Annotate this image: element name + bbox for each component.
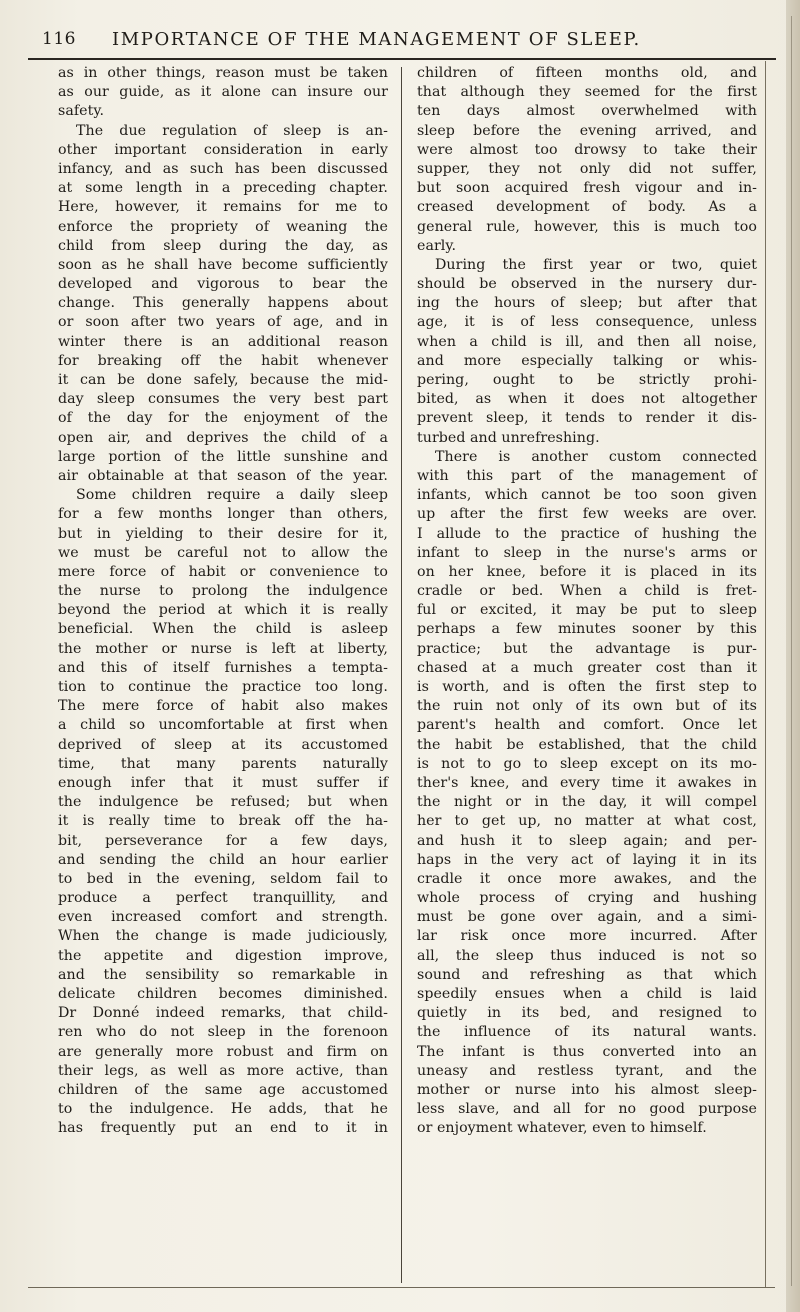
- page-edge-line: [791, 16, 792, 1286]
- text-line: should be observed in the nursery dur-: [417, 276, 757, 293]
- text-line: parent's health and comfort. Once let: [417, 717, 757, 734]
- text-line: when a child is ill, and then all noise,: [417, 333, 757, 350]
- text-line: for a few months longer than others,: [58, 506, 388, 523]
- text-line: were almost too drowsy to take their: [417, 141, 757, 158]
- text-line: enforce the propriety of weaning the: [58, 218, 388, 235]
- text-line: Dr Donné indeed remarks, that child-: [58, 1005, 388, 1022]
- text-line: bit, perseverance for a few days,: [58, 832, 388, 849]
- text-line: their legs, as well as more active, than: [58, 1062, 388, 1079]
- text-line: haps in the very act of laying it in its: [417, 851, 757, 868]
- text-line: at some length in a preceding chapter.: [58, 180, 388, 197]
- text-line: we must be careful not to allow the: [58, 544, 388, 561]
- text-line: quietly in its bed, and resigned to: [417, 1005, 757, 1022]
- text-line: general rule, however, this is much too: [417, 218, 757, 235]
- text-line: and this of itself furnishes a tempta-: [58, 659, 388, 676]
- text-line: are generally more robust and firm on: [58, 1043, 388, 1060]
- text-line: time, that many parents naturally: [58, 755, 388, 772]
- text-line: on her knee, before it is placed in its: [417, 563, 757, 580]
- text-line: Here, however, it remains for me to: [58, 199, 388, 216]
- text-line: is worth, and is often the first step to: [417, 679, 757, 695]
- text-line: delicate children becomes diminished.: [58, 986, 388, 1002]
- text-line: developed and vigorous to bear the: [58, 276, 388, 293]
- text-line: of the day for the enjoyment of the: [58, 410, 388, 427]
- text-line: practice; but the advantage is pur-: [417, 640, 757, 657]
- text-line: early.: [417, 237, 457, 254]
- text-line: pering, ought to be strictly prohi-: [417, 372, 757, 388]
- text-line: all, the sleep thus induced is not so: [417, 947, 757, 964]
- text-line: other important consideration in early: [58, 141, 388, 158]
- text-line: children of the same age accustomed: [58, 1081, 388, 1098]
- text-line: The infant is thus converted into an: [417, 1043, 757, 1060]
- text-line: beneficial. When the child is asleep: [58, 621, 388, 638]
- text-line: cradle or bed. When a child is fret-: [417, 583, 757, 600]
- text-line: bited, as when it does not altogether: [417, 391, 757, 408]
- text-line: soon as he shall have become sufficiently: [58, 256, 388, 273]
- text-line: and sending the child an hour earlier: [58, 851, 388, 868]
- text-line: creased development of body. As a: [417, 199, 757, 216]
- text-line: enough infer that it must suffer if: [58, 774, 388, 791]
- text-line: children of fifteen months old, and: [417, 65, 757, 81]
- text-line: to the indulgence. He adds, that he: [58, 1101, 388, 1118]
- text-line: supper, they not only did not suffer,: [417, 160, 757, 177]
- text-line: even increased comfort and strength.: [58, 909, 388, 926]
- text-line: the ruin not only of its own but of its: [417, 698, 757, 715]
- text-line: ren who do not sleep in the forenoon: [58, 1024, 388, 1041]
- text-line: as in other things, reason must be taken: [58, 65, 388, 81]
- text-line: During the first year or two, quiet: [435, 256, 757, 273]
- text-line: There is another custom connected: [435, 448, 757, 465]
- text-line: her to get up, no matter at what cost,: [417, 813, 757, 830]
- text-line: infants, which cannot be too soon given: [417, 487, 757, 504]
- text-line: must be gone over again, and a simi-: [417, 909, 757, 926]
- text-line: a child so uncomfortable at first when: [58, 717, 388, 734]
- text-line: the mother or nurse is left at liberty,: [58, 640, 388, 657]
- text-line: to bed in the evening, seldom fail to: [58, 870, 388, 887]
- text-line: or enjoyment whatever, even to himself.: [417, 1120, 707, 1137]
- text-line: air obtainable at that season of the year.: [58, 467, 388, 484]
- column-divider: [401, 67, 402, 1283]
- text-line: has frequently put an end to it in: [58, 1120, 388, 1137]
- text-line: large portion of the little sunshine and: [58, 448, 388, 465]
- left-text-column: [58, 64, 388, 1139]
- right-text-column: [417, 64, 757, 1139]
- text-line: but in yielding to their desire for it,: [58, 525, 388, 542]
- page-number: 116: [42, 29, 76, 49]
- text-line: ing the hours of sleep; but after that: [417, 295, 757, 312]
- running-head: IMPORTANCE OF THE MANAGEMENT OF SLEEP.: [112, 29, 641, 50]
- text-line: it can be done safely, because the mid-: [58, 372, 388, 388]
- text-line: and the sensibility so remarkable in: [58, 966, 388, 983]
- text-line: ful or excited, it may be put to sleep: [417, 602, 757, 619]
- text-line: tion to continue the practice too long.: [58, 679, 388, 695]
- text-line: deprived of sleep at its accustomed: [58, 736, 388, 753]
- text-line: I allude to the practice of hushing the: [417, 525, 757, 542]
- text-line: turbed and unrefreshing.: [417, 429, 600, 446]
- outer-right-rule: [765, 61, 766, 1287]
- text-line: the influence of its natural wants.: [417, 1024, 757, 1041]
- text-line: chased at a much greater cost than it: [417, 659, 757, 676]
- text-line: mother or nurse into his almost sleep-: [417, 1081, 757, 1098]
- text-line: ten days almost overwhelmed with: [417, 103, 757, 120]
- text-line: less slave, and all for no good purpose: [417, 1101, 757, 1118]
- text-line: but soon acquired fresh vigour and in-: [417, 180, 757, 197]
- text-line: infancy, and as such has been discussed: [58, 160, 388, 177]
- text-line: the indulgence be refused; but when: [58, 794, 388, 811]
- text-line: infant to sleep in the nurse's arms or: [417, 544, 757, 561]
- text-line: as our guide, as it alone can insure our: [58, 84, 388, 101]
- text-line: that although they seemed for the first: [417, 84, 757, 101]
- page-header: [28, 24, 776, 60]
- text-line: sleep before the evening arrived, and: [417, 122, 757, 139]
- text-line: When the change is made judiciously,: [58, 928, 388, 945]
- text-line: it is really time to break off the ha-: [58, 813, 388, 830]
- text-line: safety.: [58, 103, 105, 120]
- text-line: Some children require a daily sleep: [76, 487, 388, 504]
- bottom-rule: [28, 1287, 775, 1288]
- text-line: The due regulation of sleep is an-: [76, 122, 388, 139]
- text-line: day sleep consumes the very best part: [58, 391, 388, 408]
- text-line: or soon after two years of age, and in: [58, 314, 388, 331]
- text-line: and more especially talking or whis-: [417, 352, 757, 369]
- text-line: beyond the period at which it is really: [58, 602, 388, 619]
- text-line: ther's knee, and every time it awakes in: [417, 774, 757, 791]
- text-line: the nurse to prolong the indulgence: [58, 583, 388, 600]
- text-line: child from sleep during the day, as: [58, 237, 388, 254]
- text-line: open air, and deprives the child of a: [58, 429, 388, 446]
- text-line: uneasy and restless tyrant, and the: [417, 1062, 757, 1079]
- text-line: the night or in the day, it will compel: [417, 794, 757, 811]
- text-line: change. This generally happens about: [58, 295, 388, 312]
- text-line: perhaps a few minutes sooner by this: [417, 621, 757, 638]
- text-line: The mere force of habit also makes: [58, 698, 388, 715]
- text-line: up after the first few weeks are over.: [417, 506, 757, 523]
- text-line: cradle it once more awakes, and the: [417, 870, 757, 887]
- text-line: prevent sleep, it tends to render it dis-: [417, 410, 757, 427]
- text-line: winter there is an additional reason: [58, 333, 388, 350]
- text-line: the habit be established, that the child: [417, 736, 757, 753]
- text-line: whole process of crying and hushing: [417, 890, 757, 907]
- text-line: lar risk once more incurred. After: [417, 928, 757, 945]
- text-line: produce a perfect tranquillity, and: [58, 890, 388, 907]
- page-edge: [786, 0, 800, 1312]
- text-line: and hush it to sleep again; and per-: [417, 832, 757, 849]
- text-line: speedily ensues when a child is laid: [417, 986, 757, 1002]
- text-line: sound and refreshing as that which: [417, 966, 757, 983]
- text-line: for breaking off the habit whenever: [58, 352, 388, 369]
- text-line: is not to go to sleep except on its mo-: [417, 755, 757, 772]
- text-line: age, it is of less consequence, unless: [417, 314, 757, 331]
- text-line: mere force of habit or convenience to: [58, 563, 388, 580]
- text-line: with this part of the management of: [417, 467, 757, 484]
- text-line: the appetite and digestion improve,: [58, 947, 388, 964]
